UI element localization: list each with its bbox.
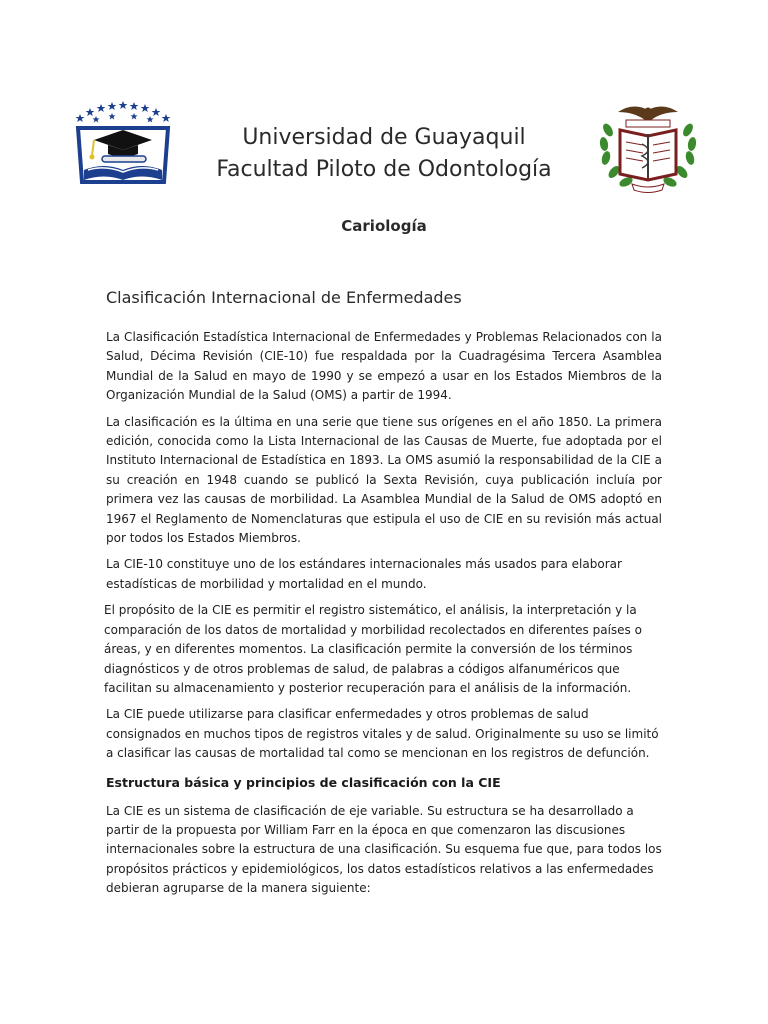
paragraph: La Clasificación Estadística Internacional de Enfermedades y Problemas Relacionados con la Salud, Décima Revisión (CIE-10) fue respaldada por la Cuadragésima Tercera Asamblea Mundial de la Salud en mayo de 1990 y se empezó a usar en los Estados Miembros de la Organización Mundial de la Salud (OMS) a partir de 1994. xyxy=(106,330,662,403)
paragraph: La CIE es un sistema de clasificación de eje variable. Su estructura se ha desarrollado a partir de la propuesta por William Farr en la época en que comenzaron las discusiones internacionales sobre la estructura de una clasificación. Su esquema fue que, para todos los propósitos prácticos y epidemiológicos, los datos estadísticos relativos a las enfermedades debieran agruparse de la manera siguiente: xyxy=(106,803,662,896)
faculty-name: Facultad Piloto de Odontología xyxy=(216,157,552,182)
university-name: Universidad de Guayaquil xyxy=(242,125,526,150)
dental-faculty-seal-icon xyxy=(598,100,698,196)
section-title: Clasificación Internacional de Enfermedades xyxy=(106,288,462,307)
paragraph: La CIE-10 constituye uno de los estándares internacionales más usados para elaborar estadísticas de morbilidad y mortalidad en el mundo. xyxy=(106,557,622,591)
subheading: Estructura básica y principios de clasificación con la CIE xyxy=(106,774,501,790)
document-header xyxy=(170,122,598,186)
paragraph: La CIE puede utilizarse para clasificar enfermedades y otros problemas de salud consignados en muchos tipos de registros vitales y de salud. Originalmente su uso se limitó a clasificar las causas de mortalidad tal como se mencionan en los registros de defunción. xyxy=(106,707,659,761)
document-body xyxy=(106,286,662,906)
paragraph: La clasificación es la última en una serie que tiene sus orígenes en el año 1850. La primera edición, conocida como la Lista Internacional de las Causas de Muerte, fue adoptada por el Instituto Internacional de Estadística en 1893. La OMS asumió la responsabilidad de la CIE a su creación en 1948 cuando se publicó la Sexta Revisión, cuya publicación incluía por primera vez las causas de morbilidad. La Asamblea Mundial de la Salud de OMS adoptó en 1967 el Reglamento de Nomenclaturas que estipula el uso de CIE en su revisión más actual por todos los Estados Miembros. xyxy=(106,414,662,546)
paragraph: El propósito de la CIE es permitir el registro sistemático, el análisis, la interpretación y la comparación de los datos de mortalidad y morbilidad recolectados en diferentes países o áreas, y en diferentes momentos. La clasificación permite la conversión de los términos diagnósticos y de otros problemas de salud, de palabras a códigos alfanuméricos que facilitan su almacenamiento y posterior recuperación para el análisis de la información. xyxy=(104,603,642,695)
university-crest-icon xyxy=(72,96,174,192)
subject-title: Cariología xyxy=(341,217,427,235)
